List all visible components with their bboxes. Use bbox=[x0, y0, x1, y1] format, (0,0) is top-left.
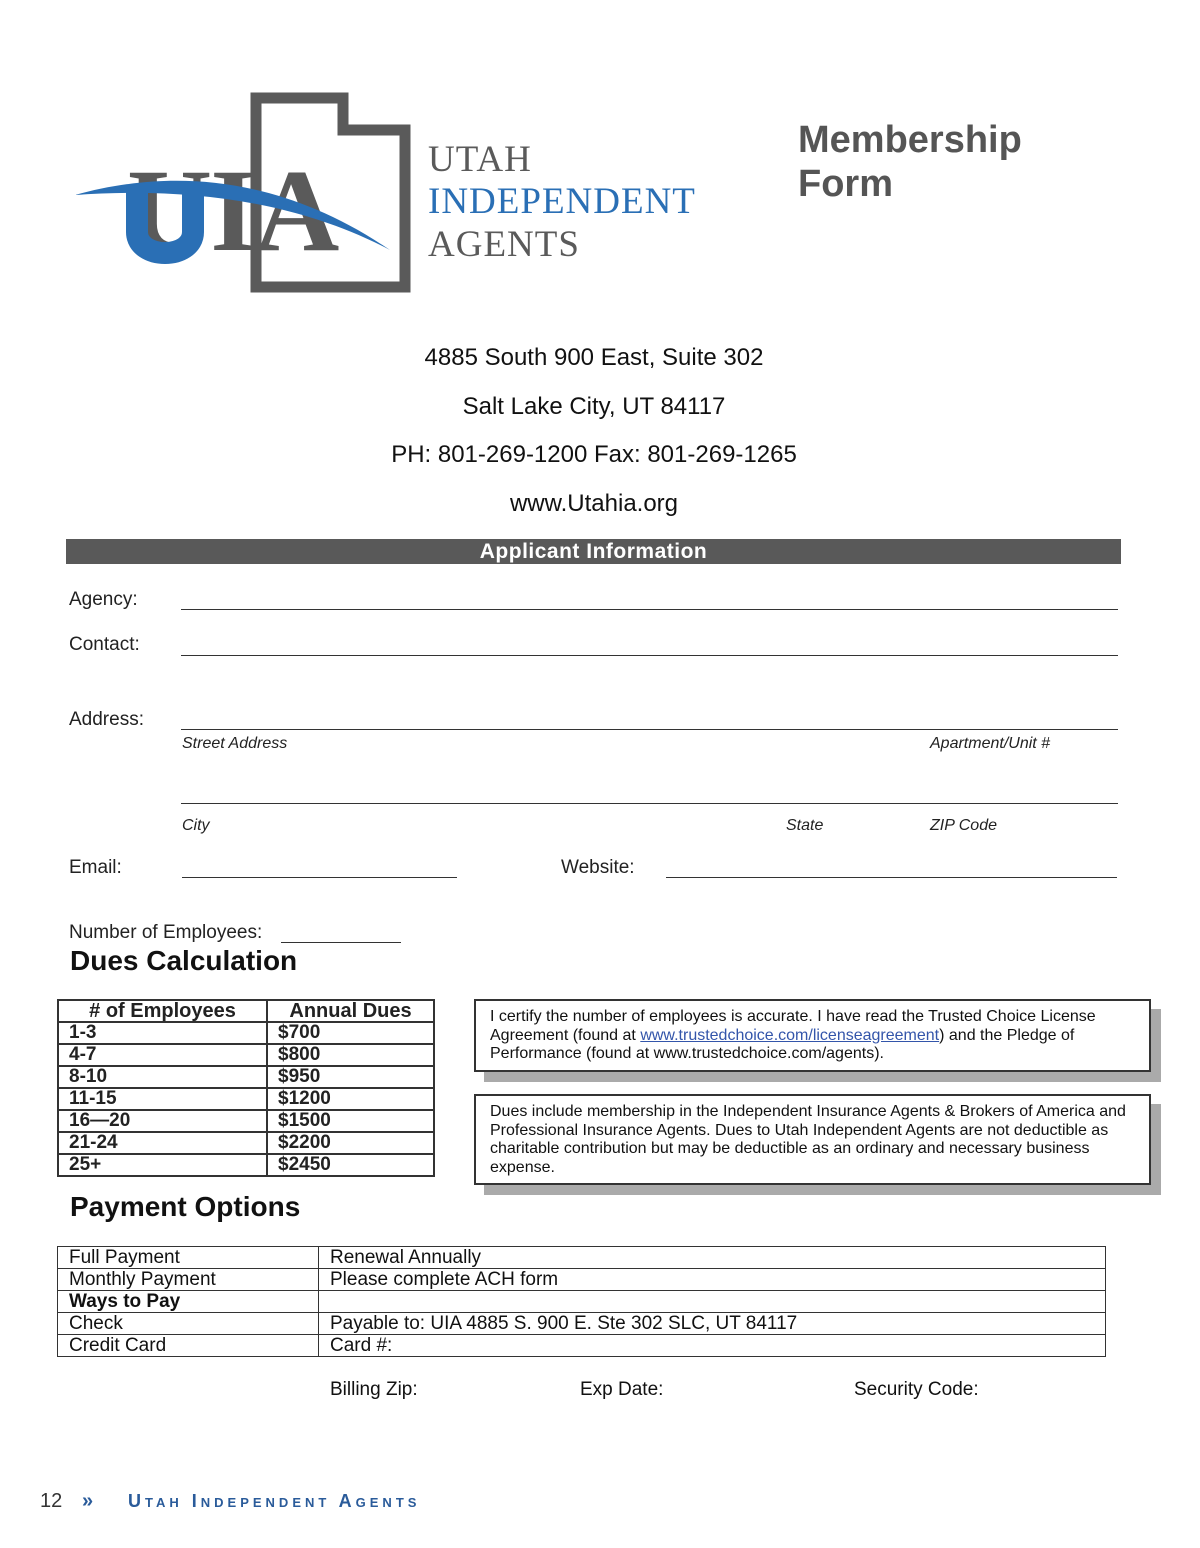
dues-range: 21-24 bbox=[58, 1132, 267, 1154]
logo-line-utah: UTAH bbox=[428, 139, 532, 180]
table-row bbox=[58, 1066, 434, 1088]
city-state-zip-field[interactable] bbox=[181, 803, 1118, 804]
table-row bbox=[58, 1088, 434, 1110]
dues-range: 25+ bbox=[58, 1154, 267, 1176]
full-payment-value: Renewal Annually bbox=[319, 1247, 1106, 1269]
title-line-1: Membership bbox=[798, 119, 1022, 161]
org-street: 4885 South 900 East, Suite 302 bbox=[424, 344, 764, 371]
table-row bbox=[58, 1022, 434, 1044]
zip-caption: ZIP Code bbox=[930, 817, 997, 834]
agency-field[interactable] bbox=[181, 609, 1118, 610]
exp-date-label[interactable]: Exp Date: bbox=[580, 1379, 664, 1400]
applicant-heading: Applicant Information bbox=[66, 539, 1121, 564]
dues-range: 11-15 bbox=[58, 1088, 267, 1110]
table-row bbox=[58, 1132, 434, 1154]
dues-heading: Dues Calculation bbox=[70, 945, 298, 976]
website-label: Website: bbox=[561, 857, 635, 878]
dues-range: 1-3 bbox=[58, 1022, 267, 1044]
contact-label: Contact: bbox=[69, 634, 140, 655]
license-agreement-link[interactable]: www.trustedchoice.com/licenseagreement bbox=[640, 1026, 940, 1044]
org-website[interactable]: www.Utahia.org bbox=[509, 490, 679, 517]
title-line-2: Form bbox=[798, 163, 893, 205]
dues-range: 16—20 bbox=[58, 1110, 267, 1132]
org-phone: PH: 801-269-1200 Fax: 801-269-1265 bbox=[391, 441, 797, 468]
full-payment-label: Full Payment bbox=[58, 1247, 319, 1269]
credit-card-label: Credit Card bbox=[58, 1335, 319, 1357]
ways-to-pay-label: Ways to Pay bbox=[58, 1291, 319, 1313]
dues-amount: $2450 bbox=[267, 1154, 434, 1176]
dues-amount: $950 bbox=[267, 1066, 434, 1088]
dues-note-box bbox=[474, 1094, 1151, 1185]
address-label: Address: bbox=[69, 709, 144, 730]
city-caption: City bbox=[182, 817, 210, 834]
billing-zip-label[interactable]: Billing Zip: bbox=[330, 1379, 418, 1400]
employees-field[interactable] bbox=[281, 942, 401, 943]
payment-heading: Payment Options bbox=[70, 1191, 301, 1222]
agency-label: Agency: bbox=[69, 589, 138, 610]
ways-to-pay-value bbox=[319, 1291, 1106, 1313]
dues-amount: $700 bbox=[267, 1022, 434, 1044]
certification-box bbox=[474, 999, 1151, 1072]
security-code-label[interactable]: Security Code: bbox=[854, 1379, 979, 1400]
dues-range: 8-10 bbox=[58, 1066, 267, 1088]
table-row bbox=[58, 1044, 434, 1066]
form-title bbox=[798, 118, 1022, 206]
footer-org-name: Utah Independent Agents bbox=[128, 1491, 421, 1511]
email-field[interactable] bbox=[182, 877, 457, 878]
check-value: Payable to: UIA 4885 S. 900 E. Ste 302 SLC, UT 84117 bbox=[319, 1313, 1106, 1335]
table-row bbox=[58, 1291, 1106, 1313]
contact-field[interactable] bbox=[181, 655, 1118, 656]
monthly-payment-value: Please complete ACH form bbox=[319, 1269, 1106, 1291]
street-address-field[interactable] bbox=[181, 729, 1118, 730]
dues-table bbox=[57, 999, 435, 1177]
logo-letters: UIA bbox=[127, 145, 338, 276]
dues-range: 4-7 bbox=[58, 1044, 267, 1066]
dues-amount: $1500 bbox=[267, 1110, 434, 1132]
dues-col-employees: # of Employees bbox=[58, 1000, 267, 1022]
dues-amount: $800 bbox=[267, 1044, 434, 1066]
street-address-caption: Street Address bbox=[182, 735, 288, 752]
table-row bbox=[58, 1247, 1106, 1269]
website-field[interactable] bbox=[666, 877, 1117, 878]
email-label: Email: bbox=[69, 857, 122, 878]
dues-note-text: Dues include membership in the Independent Insurance Agents & Brokers of America and Professional Insurance Agents. Dues to Utah Independent Agents are not deductible as charitable contribution but may be deductible as an ordinary and necessary business expense. bbox=[490, 1103, 1126, 1176]
dues-header-row bbox=[58, 1000, 434, 1022]
table-row bbox=[58, 1110, 434, 1132]
dues-col-amount: Annual Dues bbox=[267, 1000, 434, 1022]
logo-line-independent: INDEPENDENT bbox=[428, 181, 696, 222]
check-label: Check bbox=[58, 1313, 319, 1335]
footer-arrow-icon: » bbox=[82, 1490, 94, 1512]
dues-amount: $1200 bbox=[267, 1088, 434, 1110]
certify-text-start: I certify the number of employees is accurate. I have read the Trusted Choice License Agreement (found at bbox=[490, 1008, 1096, 1044]
certify-text-end: ) and the Pledge of Performance (found at www.trustedchoice.com/agents). bbox=[490, 1026, 1075, 1062]
state-caption: State bbox=[786, 817, 824, 834]
logo-line-agents: AGENTS bbox=[428, 224, 580, 265]
table-row bbox=[58, 1154, 434, 1176]
apartment-caption: Apartment/Unit # bbox=[930, 735, 1051, 752]
payment-table bbox=[57, 1246, 1106, 1400]
card-number-label[interactable]: Card #: bbox=[330, 1335, 393, 1356]
page-number: 12 bbox=[40, 1490, 63, 1512]
employees-label: Number of Employees: bbox=[69, 922, 263, 943]
table-row bbox=[58, 1313, 1106, 1335]
table-row bbox=[58, 1269, 1106, 1291]
dues-amount: $2200 bbox=[267, 1132, 434, 1154]
monthly-payment-label: Monthly Payment bbox=[58, 1269, 319, 1291]
table-row bbox=[58, 1335, 1106, 1357]
credit-card-details bbox=[319, 1335, 1106, 1400]
org-city: Salt Lake City, UT 84117 bbox=[462, 393, 726, 420]
